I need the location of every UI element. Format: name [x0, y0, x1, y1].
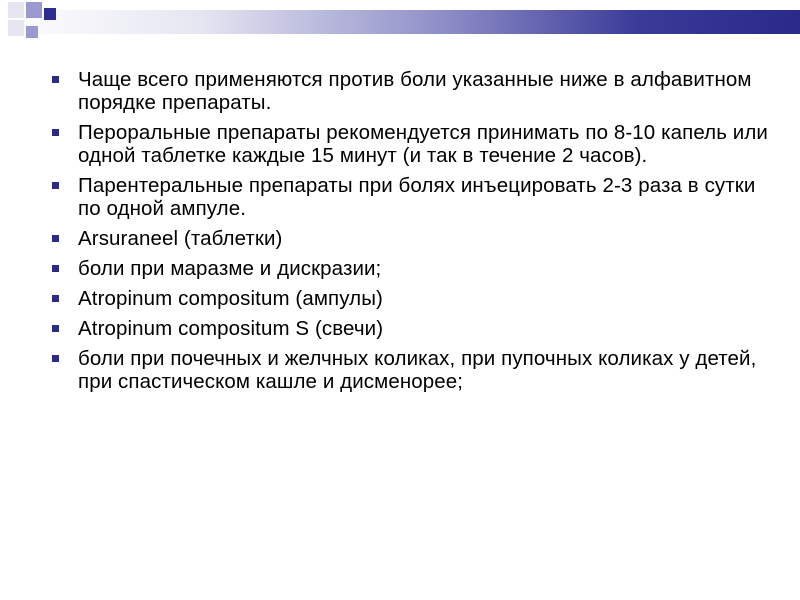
list-item — [52, 174, 772, 220]
bullet-text: Atropinum compositum (ампулы) — [78, 287, 383, 310]
list-item — [52, 121, 772, 167]
list-item — [52, 257, 772, 280]
header-decoration — [0, 0, 800, 50]
bullet-text: Парентеральные препараты при болях инъецировать 2-3 раза в сутки по одной ампуле. — [78, 174, 756, 220]
square-bullet-icon — [52, 355, 59, 362]
list-item — [52, 227, 772, 250]
list-item — [52, 317, 772, 340]
decor-square — [8, 20, 24, 36]
list-item — [52, 287, 772, 310]
square-bullet-icon — [52, 76, 59, 83]
bullet-text: боли при маразме и дискразии; — [78, 257, 382, 280]
list-item — [52, 68, 772, 114]
bullet-list — [52, 68, 772, 400]
decor-square — [26, 2, 42, 18]
square-bullet-icon — [52, 265, 59, 272]
decor-square — [8, 2, 24, 18]
header-gradient-bar — [0, 10, 800, 34]
square-bullet-icon — [52, 235, 59, 242]
bullet-text: Atropinum compositum S (свечи) — [78, 317, 384, 340]
square-bullet-icon — [52, 129, 59, 136]
bullet-text: боли при почечных и желчных коликах, при пупочных коликах у детей, при спастическом кашле и дисменорее; — [78, 347, 757, 393]
square-bullet-icon — [52, 182, 59, 189]
decor-square — [44, 8, 56, 20]
bullet-text: Arsuraneel (таблетки) — [78, 227, 283, 250]
bullet-text: Чаще всего применяются против боли указанные ниже в алфавитном порядке препараты. — [78, 68, 752, 114]
square-bullet-icon — [52, 295, 59, 302]
decor-square — [26, 26, 38, 38]
square-bullet-icon — [52, 325, 59, 332]
bullet-text: Пероральные препараты рекомендуется принимать по 8-10 капель или одной таблетке каждые 15 минут (и так в течение 2 часов). — [78, 121, 768, 167]
list-item — [52, 347, 772, 393]
